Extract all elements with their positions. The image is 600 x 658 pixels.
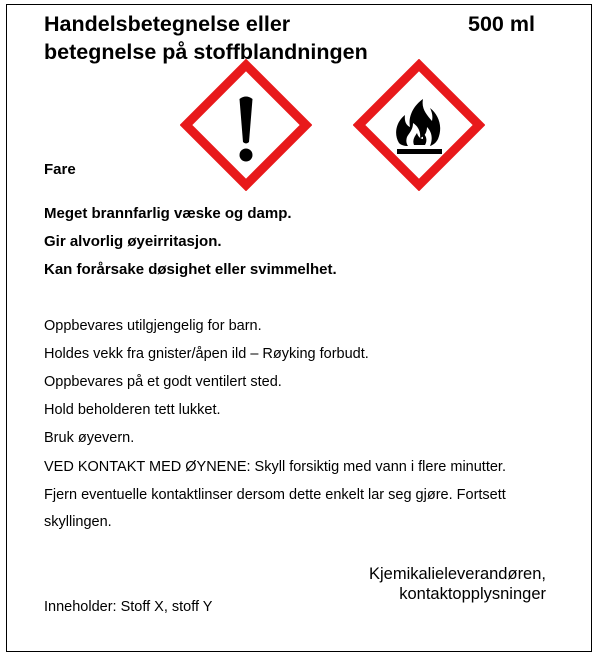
volume: 500 ml [468,12,535,36]
hazard-statement: Kan forårsake døsighet eller svimmelhet. [44,261,337,278]
precautionary-statement: Hold beholderen tett lukket. [44,402,221,418]
product-name [44,10,444,66]
contains-ingredients: Inneholder: Stoff X, stoff Y [44,599,213,615]
precautionary-statement: VED KONTAKT MED ØYNENE: Skyll forsiktig med vann i flere minutter. [44,459,506,475]
supplier-name: Kjemikalieleverandøren, [369,565,546,583]
precautionary-statement: Oppbevares på et godt ventilert sted. [44,374,282,390]
precautionary-statement: Fjern eventuelle kontaktlinser dersom dette enkelt lar seg gjøre. Fortsett [44,487,506,503]
precautionary-statement: Holdes vekk fra gnister/åpen ild – Røyking forbudt. [44,346,369,362]
hazard-statement: Gir alvorlig øyeirritasjon. [44,233,222,250]
signal-word: Fare [44,161,76,178]
precautionary-statement: skyllingen. [44,514,112,530]
flame-icon [353,59,485,191]
precautionary-statement: Bruk øyevern. [44,430,135,446]
supplier-info [369,564,546,604]
hazard-statement: Meget brannfarlig væske og damp. [44,205,292,222]
precautionary-statement: Oppbevares utilgjengelig for barn. [44,318,262,334]
exclamation-mark-icon [180,59,312,191]
product-name-line-2: betegnelse på stoffblandningen [44,40,368,64]
product-name-line-1: Handelsbetegnelse eller [44,12,291,36]
supplier-contact: kontaktopplysninger [399,585,546,603]
